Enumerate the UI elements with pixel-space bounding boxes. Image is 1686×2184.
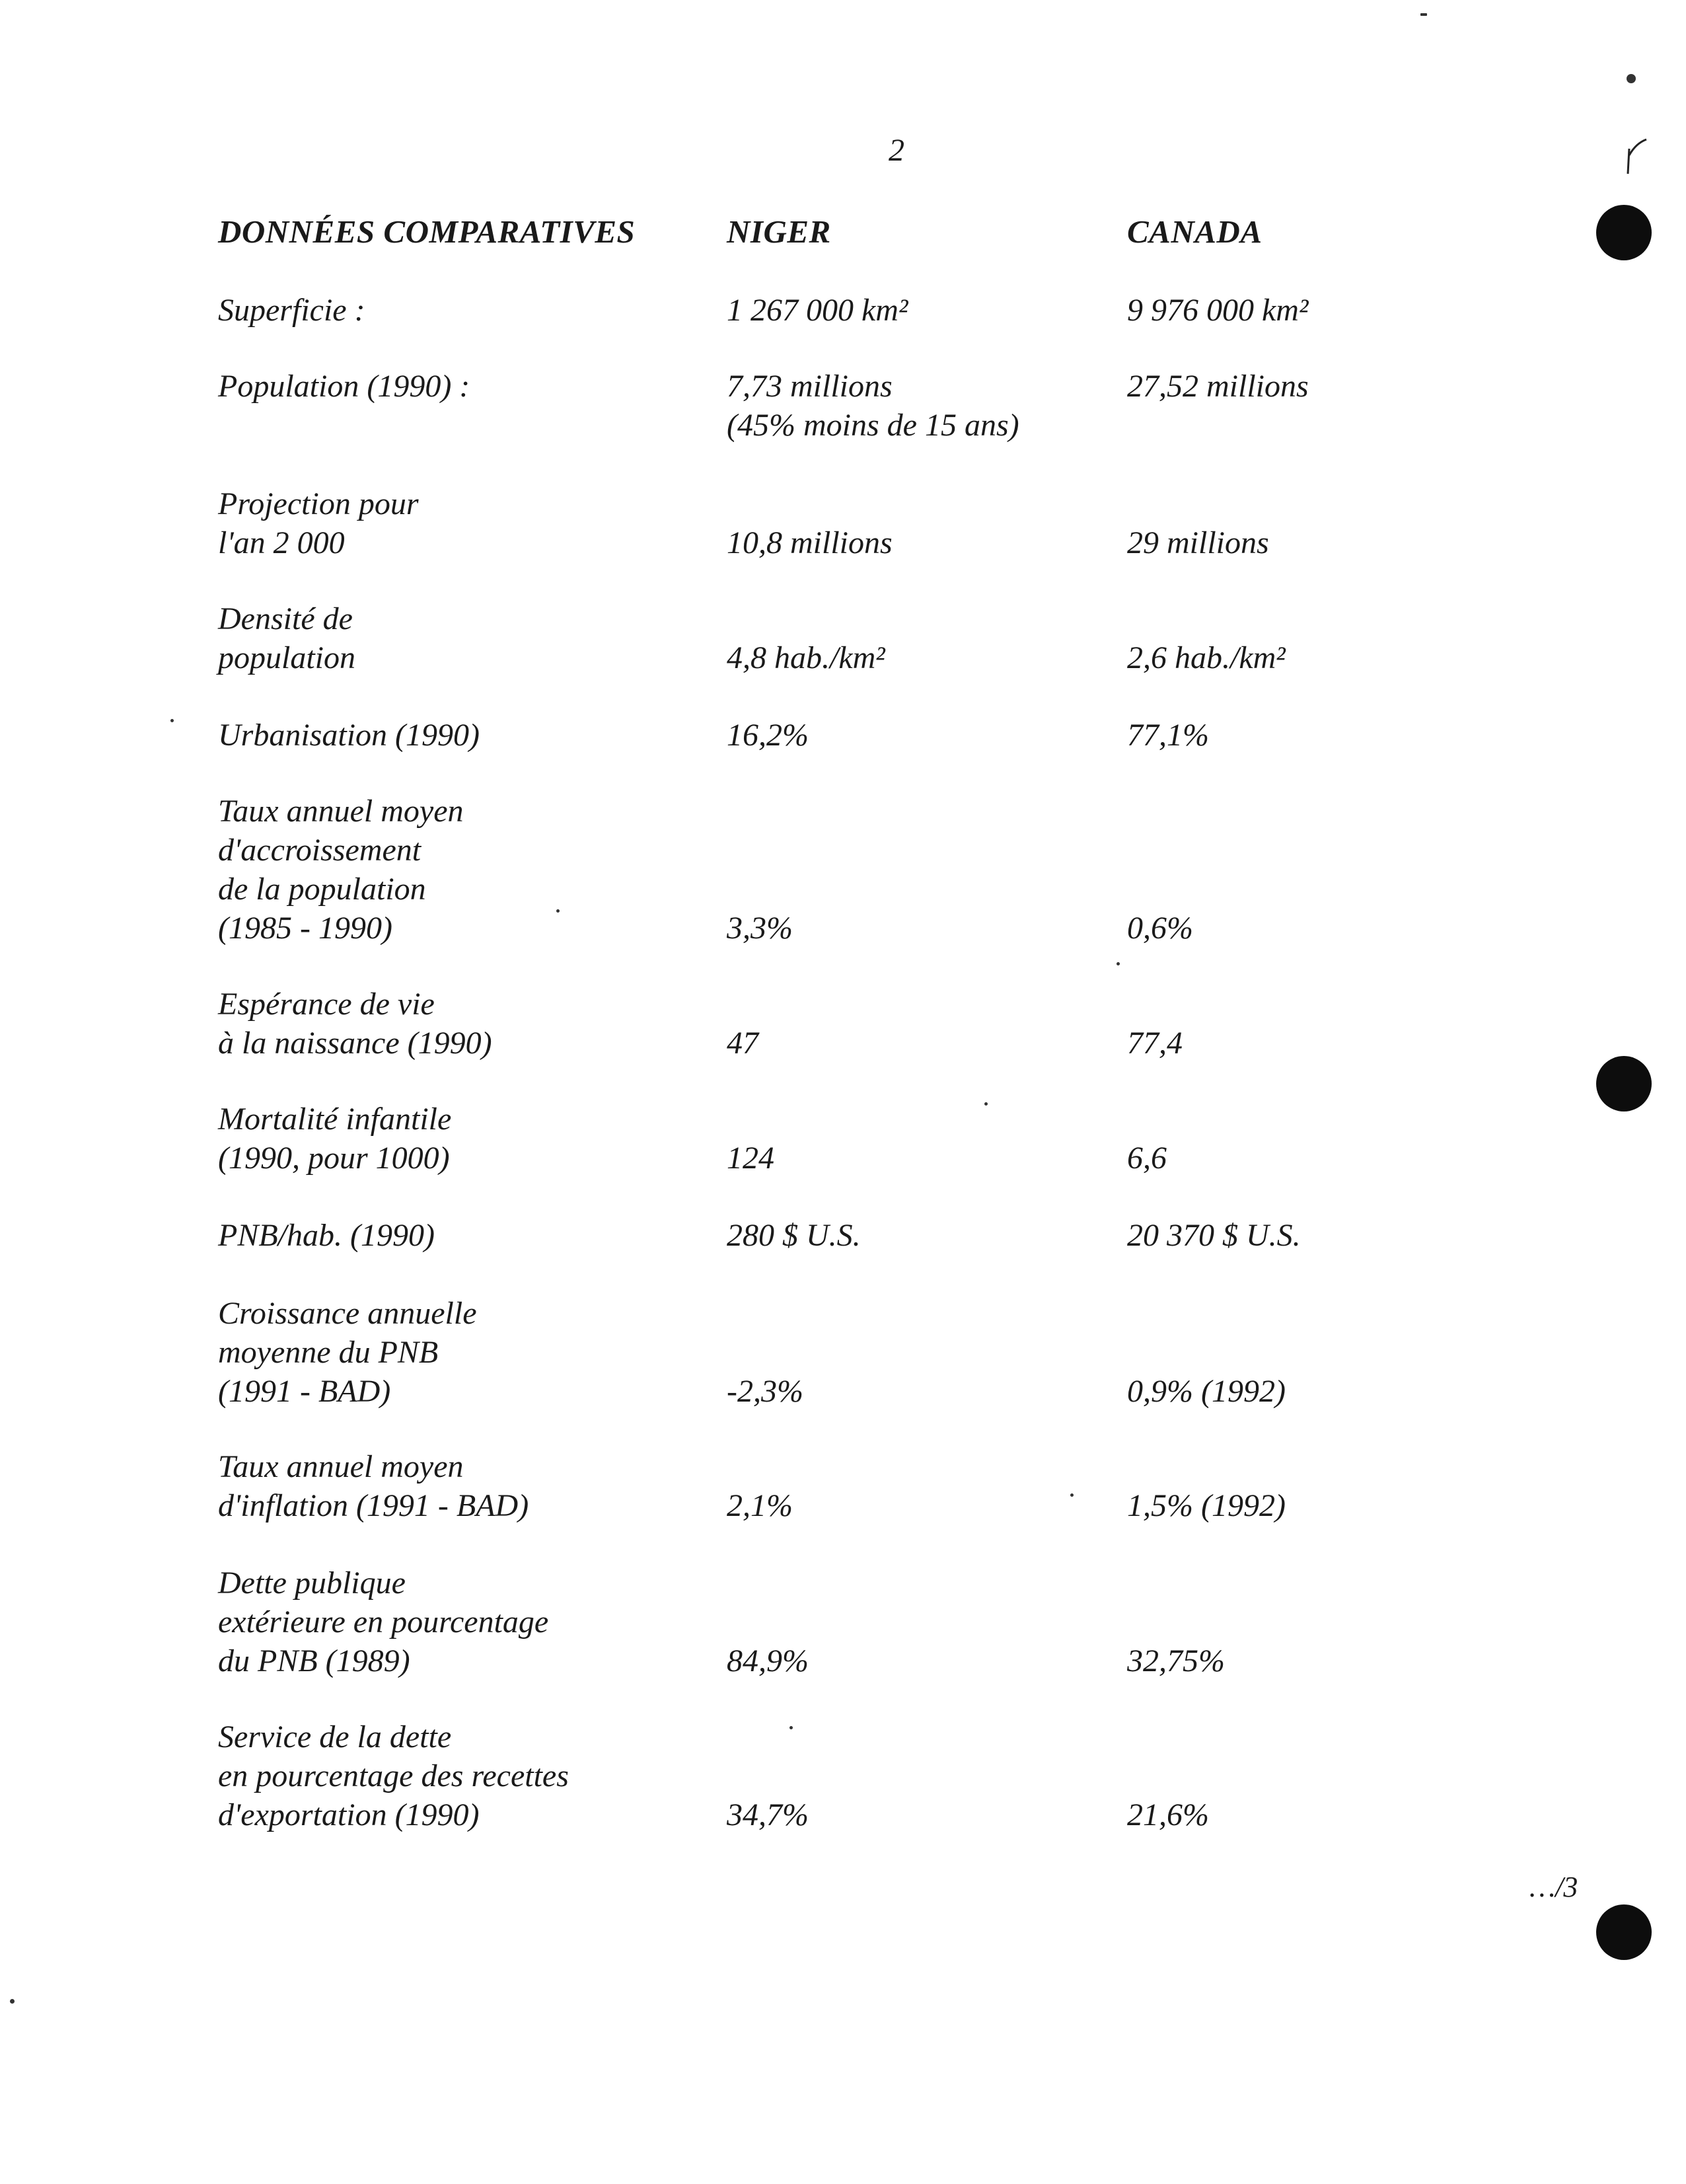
scan-speck <box>170 719 174 722</box>
canada-value: 9 976 000 km² <box>1127 293 1309 328</box>
canada-value: 0,9% (1992) <box>1127 1374 1286 1409</box>
row-label: Espérance de vie à la naissance (1990) <box>218 987 492 1061</box>
canada-value: 29 millions <box>1127 525 1269 560</box>
header-niger: NIGER <box>727 213 831 250</box>
row-label: Population (1990) : <box>218 369 470 404</box>
row-label: Croissance annuelle moyenne du PNB (1991 - BAD) <box>218 1296 477 1409</box>
row-label: Dette publique extérieure en pourcentage du PNB (1989) <box>218 1565 549 1678</box>
punch-hole <box>1596 1904 1652 1960</box>
niger-value: 7,73 millions (45% moins de 15 ans) <box>727 369 1019 443</box>
row-label: Service de la dette en pourcentage des recettes d'exportation (1990) <box>218 1719 569 1832</box>
canada-value: 2,6 hab./km² <box>1127 640 1286 675</box>
niger-value: 1 267 000 km² <box>727 293 908 328</box>
canada-value: 32,75% <box>1127 1643 1225 1678</box>
canada-value: 21,6% <box>1127 1797 1209 1832</box>
row-label: Projection pour l'an 2 000 <box>218 486 419 560</box>
canada-value: 77,4 <box>1127 1026 1183 1061</box>
niger-value: -2,3% <box>727 1374 803 1409</box>
niger-value: 34,7% <box>727 1797 809 1832</box>
row-label: Taux annuel moyen d'inflation (1991 - BAD) <box>218 1449 529 1523</box>
niger-value: 47 <box>727 1026 758 1061</box>
scan-speck <box>984 1102 988 1106</box>
niger-value: 16,2% <box>727 718 809 753</box>
scan-speck <box>1070 1493 1074 1497</box>
scan-speck <box>1117 962 1120 965</box>
canada-value: 6,6 <box>1127 1141 1167 1176</box>
row-label: Densité de population <box>218 601 356 675</box>
row-label: Superficie : <box>218 293 365 328</box>
continuation-marker: …/3 <box>1529 1871 1578 1903</box>
scan-speck <box>10 1999 15 2004</box>
page-number: 2 <box>889 133 904 168</box>
row-label: Urbanisation (1990) <box>218 718 480 753</box>
niger-value: 2,1% <box>727 1488 793 1523</box>
niger-value: 3,3% <box>727 911 793 946</box>
header-canada: CANADA <box>1127 213 1263 250</box>
row-label: Taux annuel moyen d'accroissement de la population (1985 - 1990) <box>218 794 464 946</box>
canada-value: 1,5% (1992) <box>1127 1488 1286 1523</box>
header-comparative-data: DONNÉES COMPARATIVES <box>218 213 636 250</box>
canada-value: 20 370 $ U.S. <box>1127 1218 1301 1253</box>
niger-value: 4,8 hab./km² <box>727 640 885 675</box>
scan-speck <box>556 909 560 913</box>
punch-hole <box>1596 1056 1652 1111</box>
canada-value: 27,52 millions <box>1127 369 1309 404</box>
niger-value: 280 $ U.S. <box>727 1218 861 1253</box>
canada-value: 77,1% <box>1127 718 1209 753</box>
niger-value: 10,8 millions <box>727 525 893 560</box>
niger-value: 84,9% <box>727 1643 809 1678</box>
canada-value: 0,6% <box>1127 911 1193 946</box>
scan-speck <box>789 1726 793 1729</box>
scan-speck <box>1420 13 1427 16</box>
niger-value: 124 <box>727 1141 774 1176</box>
punch-hole <box>1596 205 1652 260</box>
row-label: Mortalité infantile (1990, pour 1000) <box>218 1102 452 1176</box>
pen-mark-icon <box>1624 135 1650 175</box>
scan-speck <box>1627 74 1636 83</box>
row-label: PNB/hab. (1990) <box>218 1218 435 1253</box>
